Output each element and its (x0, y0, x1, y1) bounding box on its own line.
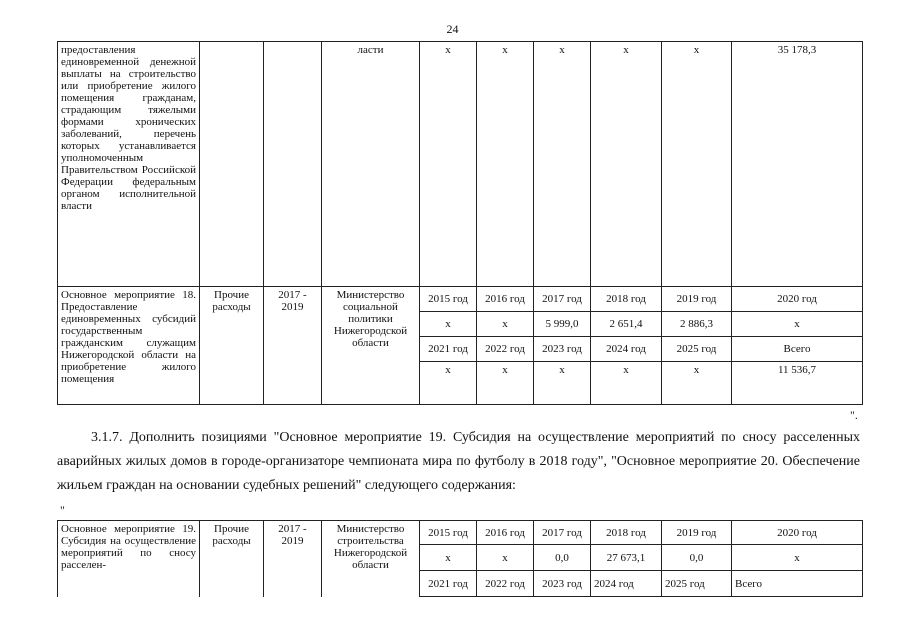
measure-description: предоставления единовременной денежной выплаты на строительство или приобретение жилого помещения гражданам, страдающим тяжелыми формами хронических заболеваний, перечень которых устанавливается уполномоченным Правительством Российской Федерации федеральным органом исполнительной власти (58, 42, 200, 287)
value-cell: х (420, 362, 477, 405)
year-header: 2016 год (477, 287, 534, 312)
value-cell: х (477, 42, 534, 287)
year-header: 2025 год (662, 337, 732, 362)
period-cell: 2017 - 2019 (264, 287, 322, 405)
value-cell: 5 999,0 (534, 312, 591, 337)
value-cell: х (420, 545, 477, 571)
value-cell: х (591, 362, 662, 405)
year-header: 2018 год (591, 287, 662, 312)
year-header: 2018 год (591, 521, 662, 545)
year-header: 2022 год (477, 337, 534, 362)
value-cell: 0,0 (662, 545, 732, 571)
year-header: 2024 год (591, 571, 662, 597)
expense-category: Прочие расходы (200, 287, 264, 405)
value-cell: х (534, 362, 591, 405)
table-row (58, 521, 863, 545)
year-header: 2016 год (477, 521, 534, 545)
value-cell: 2 651,4 (591, 312, 662, 337)
year-header: 2025 год (662, 571, 732, 597)
value-cell: 11 536,7 (732, 362, 863, 405)
value-cell: 0,0 (534, 545, 591, 571)
year-header: 2019 год (662, 521, 732, 545)
value-cell: х (477, 362, 534, 405)
total-header: Всего (732, 571, 863, 597)
value-cell: х (662, 42, 732, 287)
value-cell: х (732, 312, 863, 337)
executor-cell: ласти (322, 42, 420, 287)
table-row (58, 287, 863, 312)
value-cell: х (477, 545, 534, 571)
amendment-paragraph: 3.1.7. Дополнить позициями "Основное мероприятие 19. Субсидия на осуществление мероприятий по сносу расселенных аварийных жилых домов в городе-организаторе чемпионата мира по футболу в 2018 году", "Основное мероприятие 20. Обеспечение жильем граждан на основании судебных решений" следующего содержания: (57, 430, 860, 493)
year-header: 2017 год (534, 287, 591, 312)
year-header: Всего (732, 337, 863, 362)
year-header: 2015 год (420, 287, 477, 312)
year-header: 2021 год (420, 337, 477, 362)
period-cell: 2017 - 2019 (264, 521, 322, 597)
program-table-bottom (57, 520, 863, 597)
year-header: 2024 год (591, 337, 662, 362)
value-cell: х (477, 312, 534, 337)
executor-cell: Министерство социальной политики Нижегородской области (322, 287, 420, 405)
value-cell: х (591, 42, 662, 287)
year-header: 2019 год (662, 287, 732, 312)
table-row (58, 42, 863, 287)
opening-quote: " (60, 503, 65, 517)
closing-quote: ". (850, 408, 858, 422)
year-header: 2017 год (534, 521, 591, 545)
year-header: 2020 год (732, 287, 863, 312)
value-cell: 2 886,3 (662, 312, 732, 337)
value-cell: 27 673,1 (591, 545, 662, 571)
year-header: 2023 год (534, 337, 591, 362)
value-cell: х (534, 42, 591, 287)
value-cell: х (662, 362, 732, 405)
year-header: 2022 год (477, 571, 534, 597)
program-table-top (57, 41, 863, 405)
page-number: 24 (446, 22, 459, 36)
year-header: 2023 год (534, 571, 591, 597)
measure-description: Основное мероприятие 18. Предоставление единовременных субсидий государственным гражданским служащим Нижегородской области на приобретение жилого помещения (58, 287, 200, 405)
year-header: 2021 год (420, 571, 477, 597)
expense-category: Прочие расходы (200, 521, 264, 597)
executor-cell: Министерство строительства Нижегородской области (322, 521, 420, 597)
value-cell: х (420, 42, 477, 287)
value-cell: х (732, 545, 863, 571)
year-header: 2015 год (420, 521, 477, 545)
value-cell: х (420, 312, 477, 337)
measure-description: Основное мероприятие 19. Субсидия на осуществление мероприятий по сносу расселен- (58, 521, 200, 597)
year-header: 2020 год (732, 521, 863, 545)
value-cell: 35 178,3 (732, 42, 863, 287)
